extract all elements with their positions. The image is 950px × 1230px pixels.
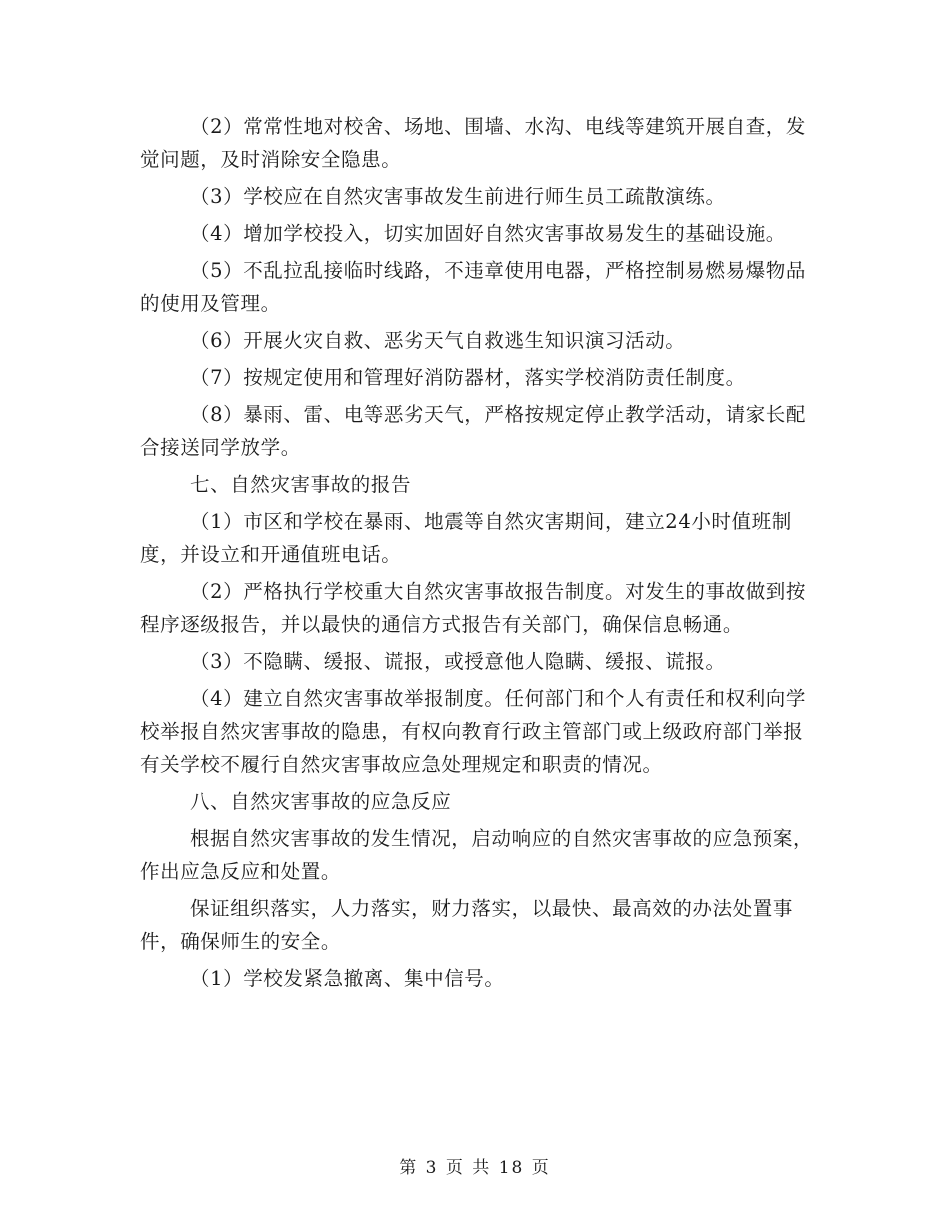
- paragraph: （6）开展火灾自救、恶劣天气自救逃生知识演习活动。: [190, 329, 686, 352]
- paragraph: （3）学校应在自然灾害事故发生前进行师生员工疏散演练。: [190, 185, 726, 208]
- paragraph: （8）暴雨、雷、电等恶劣天气，严格按规定停止教学活动，请家长配合接送同学放学。: [140, 403, 807, 459]
- paragraph: （4）建立自然灾害事故举报制度。任何部门和个人有责任和权利向学校举报自然灾害事故的隐患，有权向教育行政主管部门或上级政府部门举报有关学校不履行自然灾害事故应急处理规定和职责的情况。: [140, 687, 807, 776]
- paragraph: （1）市区和学校在暴雨、地震等自然灾害期间，建立24小时值班制度，并设立和开通值班电话。: [140, 510, 792, 566]
- paragraph: （7）按规定使用和管理好消防器材，落实学校消防责任制度。: [190, 366, 746, 389]
- paragraph: （3）不隐瞒、缓报、谎报，或授意他人隐瞒、缓报、谎报。: [190, 650, 726, 673]
- paragraph: 保证组织落实，人力落实，财力落实，以最快、最高效的办法处置事件，确保师生的安全。: [140, 897, 794, 953]
- section-heading: 八、自然灾害事故的应急反应: [190, 790, 452, 813]
- paragraph: （2）常常性地对校舍、场地、围墙、水沟、电线等建筑开展自查，发觉问题，及时消除安全隐患。: [140, 115, 807, 171]
- paragraph: （5）不乱拉乱接临时线路，不违章使用电器，严格控制易燃易爆物品的使用及管理。: [140, 259, 807, 315]
- document-body: [140, 110, 815, 999]
- paragraph: （2）严格执行学校重大自然灾害事故报告制度。对发生的事故做到按程序逐级报告，并以最快的通信方式报告有关部门，确保信息畅通。: [140, 580, 807, 636]
- section-heading: 七、自然灾害事故的报告: [190, 473, 412, 496]
- paragraph: 根据自然灾害事故的发生情况，启动响应的自然灾害事故的应急预案，作出应急反应和处置。: [140, 827, 814, 883]
- paragraph: （1）学校发紧急撤离、集中信号。: [190, 967, 505, 990]
- page-number-footer: 第 3 页 共 18 页: [399, 1158, 551, 1178]
- paragraph: （4）增加学校投入，切实加固好自然灾害事故易发生的基础设施。: [190, 222, 786, 245]
